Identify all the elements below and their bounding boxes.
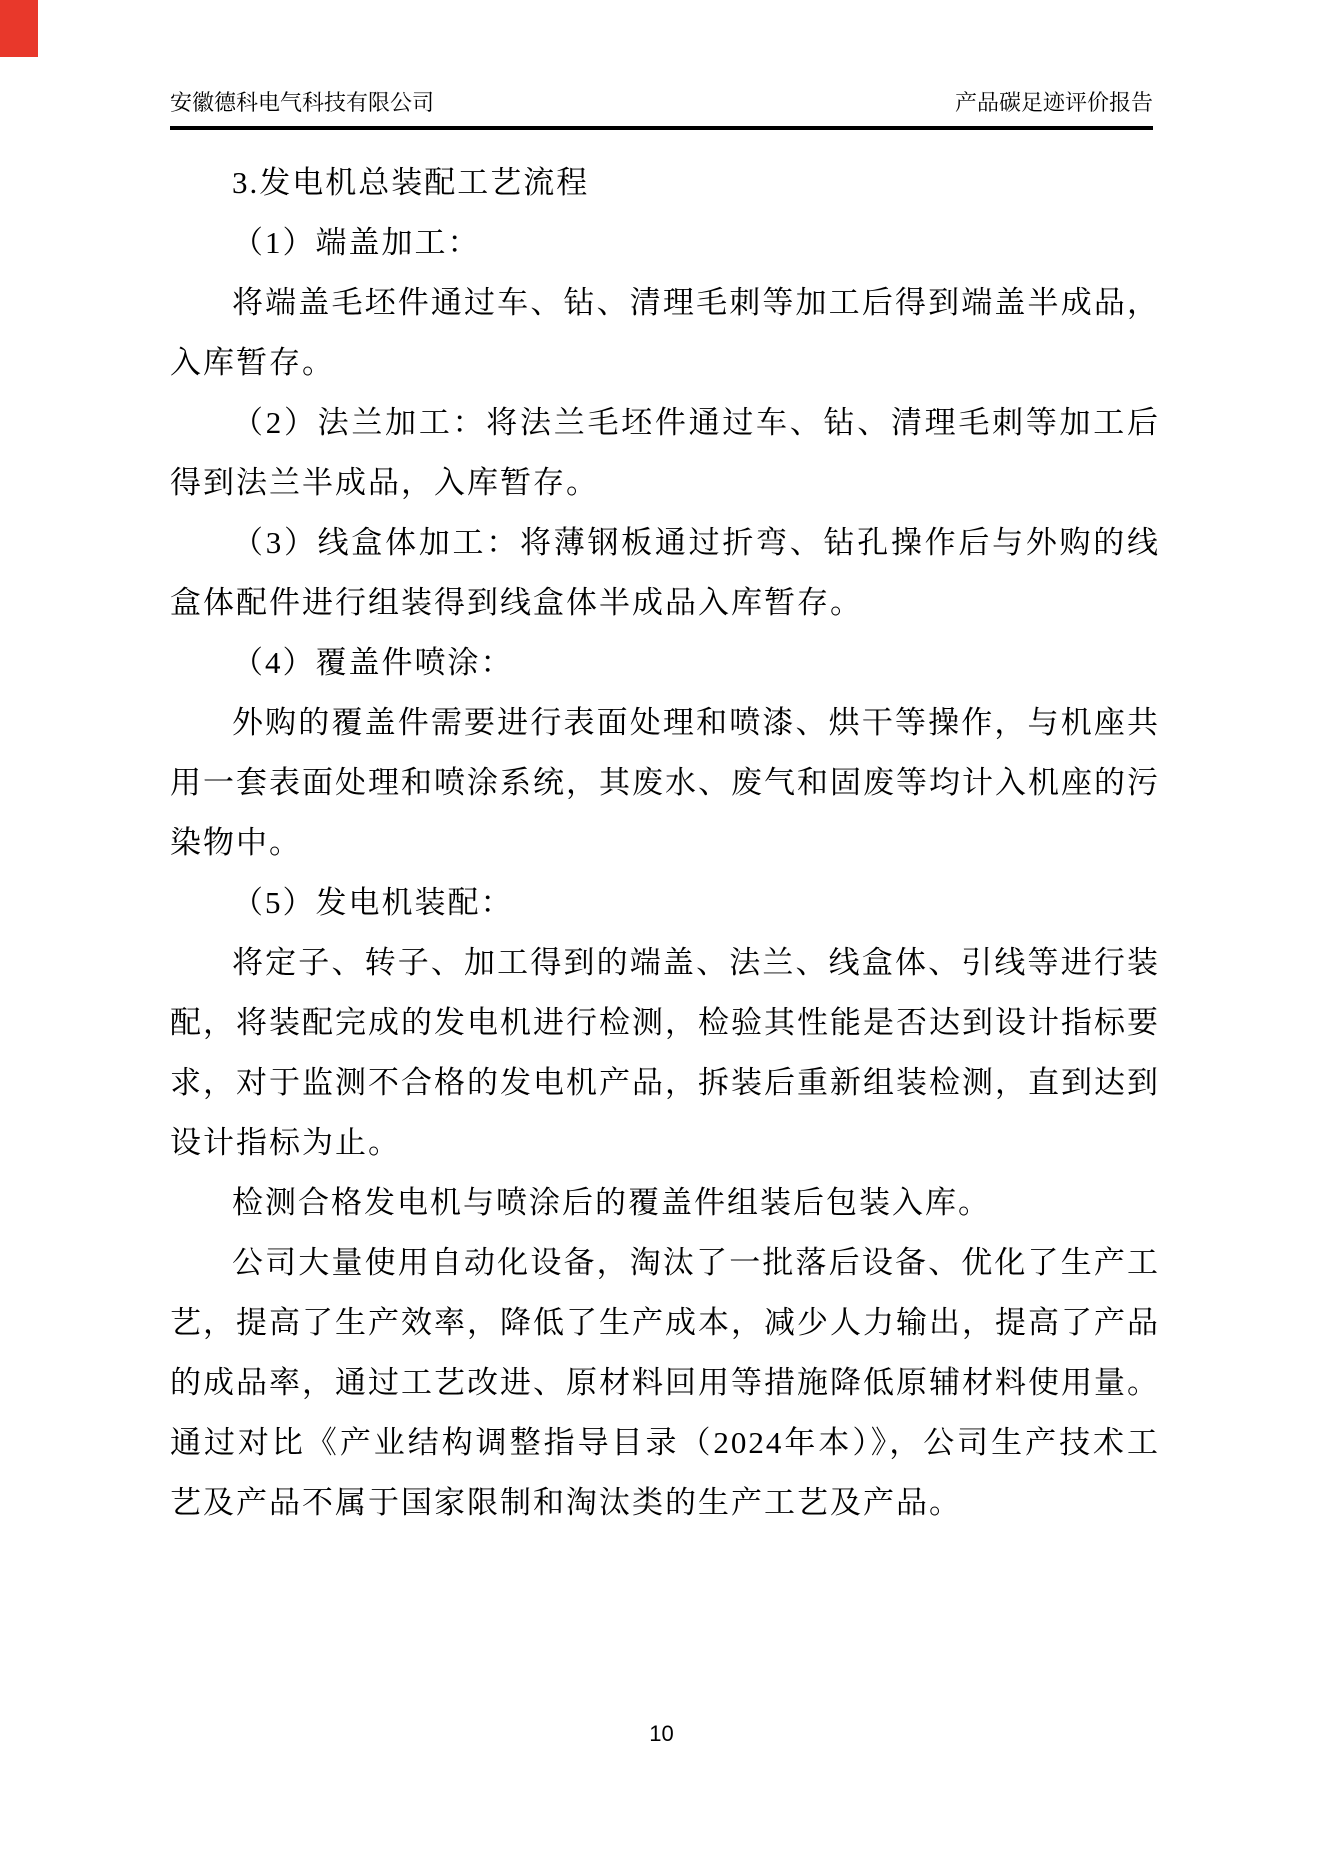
step-5-body: 将定子、转子、加工得到的端盖、法兰、线盒体、引线等进行装配，将装配完成的发电机进行检测，检验其性能是否达到设计指标要求，对于监测不合格的发电机产品，拆装后重新组装检测，直到达到设计指标为止。 bbox=[170, 945, 1160, 1160]
step-4-body: 外购的覆盖件需要进行表面处理和喷漆、烘干等操作，与机座共用一套表面处理和喷涂系统，其废水、废气和固废等均计入机座的污染物中。 bbox=[170, 705, 1160, 860]
inspection-paragraph: 检测合格发电机与喷涂后的覆盖件组装后包装入库。 bbox=[232, 1185, 991, 1220]
page-footer bbox=[0, 1720, 1323, 1748]
step-3-paragraph: （3）线盒体加工：将薄钢板通过折弯、钻孔操作后与外购的线盒体配件进行组装得到线盒体半成品入库暂存。 bbox=[170, 525, 1160, 620]
step-1-body: 将端盖毛坯件通过车、钻、清理毛刺等加工后得到端盖半成品，入库暂存。 bbox=[170, 285, 1160, 380]
header-rule bbox=[170, 126, 1153, 130]
step-1-heading: （1）端盖加工： bbox=[232, 225, 481, 260]
page-header bbox=[170, 88, 1153, 130]
section-heading: 3.发电机总装配工艺流程 bbox=[232, 165, 590, 200]
step-2-paragraph: （2）法兰加工：将法兰毛坯件通过车、钻、清理毛刺等加工后得到法兰半成品，入库暂存。 bbox=[170, 405, 1160, 500]
automation-paragraph: 公司大量使用自动化设备，淘汰了一批落后设备、优化了生产工艺，提高了生产效率，降低了生产成本，减少人力输出，提高了产品的成品率，通过工艺改进、原材料回用等措施降低原辅材料使用量。通过对比《产业结构调整指导目录（2024年本）》，公司生产技术工艺及产品不属于国家限制和淘汰类的生产工艺及产品。 bbox=[170, 1245, 1160, 1520]
step-5-heading: （5）发电机装配： bbox=[232, 885, 514, 920]
red-corner-mark bbox=[0, 0, 38, 57]
company-name: 安徽德科电气科技有限公司 bbox=[170, 90, 435, 115]
step-4-heading: （4）覆盖件喷涂： bbox=[232, 645, 514, 680]
page-number: 10 bbox=[649, 1721, 674, 1746]
document-body bbox=[170, 153, 1160, 1533]
report-title: 产品碳足迹评价报告 bbox=[954, 90, 1153, 115]
